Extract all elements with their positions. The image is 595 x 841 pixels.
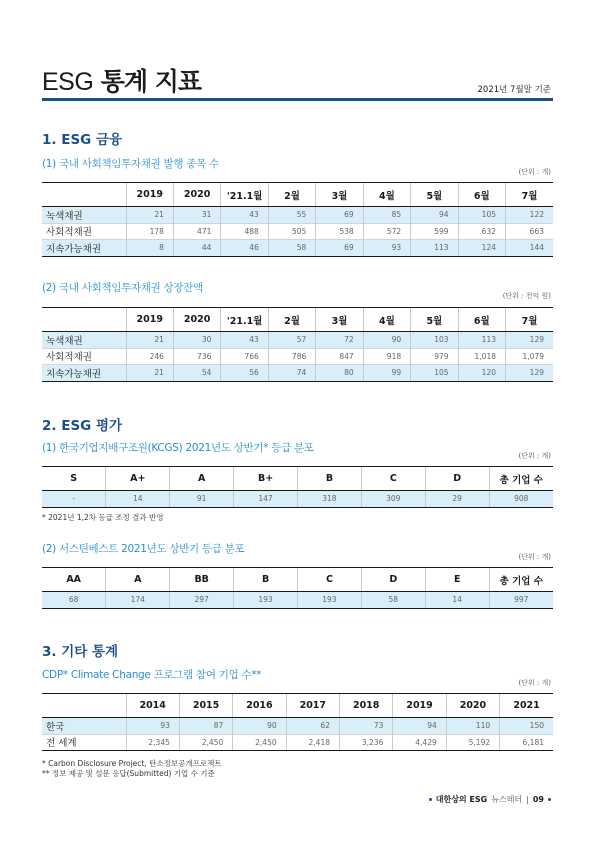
row-label: 전 세계	[42, 734, 126, 751]
footer-newsletter: 뉴스레터	[491, 795, 523, 804]
table-cell: 505	[268, 223, 315, 240]
table-cell: 113	[411, 240, 458, 257]
table-cell: 908	[489, 491, 553, 508]
table-cell: 14	[106, 491, 170, 508]
page-title	[42, 62, 201, 98]
column-header: 총 기업 수	[489, 568, 553, 592]
table-cell: 4,429	[393, 734, 446, 751]
unit-label: (단위 : 개)	[518, 553, 551, 561]
table-cell: 57	[268, 332, 315, 349]
footnote: * Carbon Disclosure Project, 탄소정보공개프로젝트	[42, 759, 222, 768]
table-cell: 72	[316, 332, 363, 349]
footer-publication: 대한상의 ESG	[435, 795, 488, 804]
page-number: 09	[532, 795, 544, 804]
column-header: 2020	[173, 183, 220, 207]
table-cell: 85	[363, 207, 410, 224]
table-cell: 193	[234, 592, 298, 609]
table-cell: -	[42, 491, 106, 508]
row-label: 지속가능채권	[42, 365, 126, 382]
column-header	[42, 183, 126, 207]
table-cell: 918	[363, 348, 410, 365]
table-cell: 297	[170, 592, 234, 609]
table-cell: 2,345	[126, 734, 179, 751]
column-header: C	[361, 467, 425, 491]
bullet-dot-icon	[548, 798, 551, 801]
unit-label: (단위 : 개)	[518, 168, 551, 176]
column-header	[42, 308, 126, 332]
table-cell: 30	[173, 332, 220, 349]
column-header: 총 기업 수	[489, 467, 553, 491]
subheading-cdp-participants: CDP* Climate Change 프로그램 참여 기업 수**	[42, 669, 262, 681]
table-cell: 124	[458, 240, 505, 257]
table-header-row	[42, 467, 553, 491]
column-header: D	[361, 568, 425, 592]
table-header-row	[42, 183, 553, 207]
column-header: 2019	[393, 694, 446, 718]
section-heading-esg-rating: 2. ESG 평가	[42, 418, 123, 434]
table-cell: 129	[506, 332, 554, 349]
table-cell: 174	[106, 592, 170, 609]
table-cell: 2,450	[179, 734, 232, 751]
table-cell: 5,192	[446, 734, 499, 751]
column-header: 7월	[506, 308, 554, 332]
table-cell: 309	[361, 491, 425, 508]
column-header: BB	[170, 568, 234, 592]
table-row	[42, 734, 553, 751]
column-header: 5월	[411, 183, 458, 207]
table-header-row	[42, 694, 553, 718]
table-cell: 129	[506, 365, 554, 382]
table-cell: 29	[425, 491, 489, 508]
table-cell: 69	[316, 240, 363, 257]
table-cell: 178	[126, 223, 173, 240]
page-title-en: ESG	[42, 68, 94, 96]
table-cell: 74	[268, 365, 315, 382]
subheading-kcgs-distribution: (1) 한국기업지배구조원(KCGS) 2021년도 상반기* 등급 분포	[42, 442, 314, 454]
table-cell: 572	[363, 223, 410, 240]
table-cell: 471	[173, 223, 220, 240]
table-row	[42, 240, 553, 257]
column-header: AA	[42, 568, 106, 592]
column-header: 4월	[363, 183, 410, 207]
subheading-sri-bond-balance: (2) 국내 사회책임투자채권 상장잔액	[42, 282, 203, 294]
table-cell: 73	[340, 718, 393, 735]
table-cell: 110	[446, 718, 499, 735]
table-cell: 150	[500, 718, 553, 735]
column-header: 2020	[173, 308, 220, 332]
table-cell: 147	[234, 491, 298, 508]
table-cell: 122	[506, 207, 554, 224]
table-row	[42, 365, 553, 382]
table-cell: 55	[268, 207, 315, 224]
date-reference: 2021년 7월말 기준	[477, 85, 551, 95]
table-cell: 58	[268, 240, 315, 257]
footnote: ** 정보 제공 및 설문 응답(Submitted) 기업 수 기준	[42, 769, 215, 778]
column-header: 2016	[233, 694, 286, 718]
table-cell: 68	[42, 592, 106, 609]
unit-label: (단위 : 개)	[518, 679, 551, 687]
table-cell: 318	[298, 491, 362, 508]
table-cell: 632	[458, 223, 505, 240]
table-cell: 105	[411, 365, 458, 382]
column-header: 5월	[411, 308, 458, 332]
kcgs-grade-table	[42, 466, 553, 508]
table-row	[42, 332, 553, 349]
column-header: 2015	[179, 694, 232, 718]
column-header: C	[298, 568, 362, 592]
column-header: 2월	[268, 183, 315, 207]
row-label: 녹색채권	[42, 207, 126, 224]
cdp-participants-table	[42, 693, 553, 751]
column-header: 2019	[126, 183, 173, 207]
table-cell: 14	[425, 592, 489, 609]
unit-label: (단위 : 개)	[518, 452, 551, 460]
column-header: B	[234, 568, 298, 592]
table-cell: 87	[179, 718, 232, 735]
table-cell: 99	[363, 365, 410, 382]
table-cell: 997	[489, 592, 553, 609]
row-label: 사회적채권	[42, 223, 126, 240]
column-header: 2020	[446, 694, 499, 718]
table-cell: 90	[363, 332, 410, 349]
table-header-row	[42, 308, 553, 332]
column-header: S	[42, 467, 106, 491]
unit-label: (단위 : 천억 원)	[502, 292, 551, 300]
table-cell: 1,079	[506, 348, 554, 365]
column-header: 2월	[268, 308, 315, 332]
table-cell: 6,181	[500, 734, 553, 751]
page-title-kr: 통계 지표	[100, 67, 202, 96]
table-cell: 120	[458, 365, 505, 382]
table-header-row	[42, 568, 553, 592]
table-cell: 193	[298, 592, 362, 609]
table-cell: 663	[506, 223, 554, 240]
column-header: B+	[234, 467, 298, 491]
section-heading-esg-finance: 1. ESG 금융	[42, 132, 123, 148]
row-label: 녹색채권	[42, 332, 126, 349]
column-header	[42, 694, 126, 718]
column-header: '21.1월	[221, 308, 268, 332]
title-rule	[42, 98, 553, 101]
column-header: A	[170, 467, 234, 491]
table-cell: 80	[316, 365, 363, 382]
subheading-sri-bond-count: (1) 국내 사회책임투자채권 발행 종목 수	[42, 158, 219, 170]
table-cell: 44	[173, 240, 220, 257]
column-header: 2021	[500, 694, 553, 718]
column-header: A	[106, 568, 170, 592]
column-header: 3월	[316, 183, 363, 207]
table-cell: 94	[393, 718, 446, 735]
page-footer	[429, 794, 551, 805]
row-label: 지속가능채권	[42, 240, 126, 257]
table-cell: 43	[221, 332, 268, 349]
table-cell: 246	[126, 348, 173, 365]
table-cell: 3,236	[340, 734, 393, 751]
sustinvest-grade-table	[42, 567, 553, 609]
column-header: 6월	[458, 183, 505, 207]
table-cell: 488	[221, 223, 268, 240]
table-cell: 1,018	[458, 348, 505, 365]
table-cell: 21	[126, 365, 173, 382]
table-cell: 8	[126, 240, 173, 257]
table-cell: 113	[458, 332, 505, 349]
row-label: 사회적채권	[42, 348, 126, 365]
column-header: E	[425, 568, 489, 592]
table-cell: 31	[173, 207, 220, 224]
table-cell: 144	[506, 240, 554, 257]
table-cell: 847	[316, 348, 363, 365]
section-heading-other-stats: 3. 기타 통계	[42, 644, 119, 660]
column-header: A+	[106, 467, 170, 491]
table-row	[42, 207, 553, 224]
table-cell: 786	[268, 348, 315, 365]
column-header: B	[298, 467, 362, 491]
table-cell: 56	[221, 365, 268, 382]
table-cell: 69	[316, 207, 363, 224]
table-cell: 736	[173, 348, 220, 365]
table-cell: 103	[411, 332, 458, 349]
table-cell: 21	[126, 207, 173, 224]
table-row	[42, 718, 553, 735]
table-row	[42, 223, 553, 240]
bullet-dot-icon	[429, 798, 432, 801]
table-cell: 538	[316, 223, 363, 240]
table-cell: 766	[221, 348, 268, 365]
column-header: D	[425, 467, 489, 491]
row-label: 한국	[42, 718, 126, 735]
table-cell: 91	[170, 491, 234, 508]
column-header: 7월	[506, 183, 554, 207]
sri-bond-count-table	[42, 182, 553, 257]
table-row	[42, 592, 553, 609]
table-cell: 979	[411, 348, 458, 365]
column-header: 6월	[458, 308, 505, 332]
table-cell: 58	[361, 592, 425, 609]
table-cell: 2,418	[286, 734, 339, 751]
table-cell: 599	[411, 223, 458, 240]
table-cell: 93	[363, 240, 410, 257]
sri-bond-balance-table	[42, 307, 553, 382]
table-cell: 54	[173, 365, 220, 382]
table-cell: 90	[233, 718, 286, 735]
column-header: 2018	[340, 694, 393, 718]
table-cell: 62	[286, 718, 339, 735]
footer-separator: |	[526, 795, 529, 804]
column-header: 2019	[126, 308, 173, 332]
table-cell: 93	[126, 718, 179, 735]
column-header: 3월	[316, 308, 363, 332]
column-header: 4월	[363, 308, 410, 332]
table-row	[42, 348, 553, 365]
subheading-sustinvest-distribution: (2) 서스틴베스트 2021년도 상반기 등급 분포	[42, 543, 245, 555]
column-header: '21.1월	[221, 183, 268, 207]
table-row	[42, 491, 553, 508]
column-header: 2014	[126, 694, 179, 718]
table-cell: 2,450	[233, 734, 286, 751]
table-cell: 43	[221, 207, 268, 224]
column-header: 2017	[286, 694, 339, 718]
table-cell: 46	[221, 240, 268, 257]
table-cell: 21	[126, 332, 173, 349]
table-cell: 105	[458, 207, 505, 224]
footnote: * 2021년 1,2차 등급 조정 결과 반영	[42, 513, 164, 522]
table-cell: 94	[411, 207, 458, 224]
